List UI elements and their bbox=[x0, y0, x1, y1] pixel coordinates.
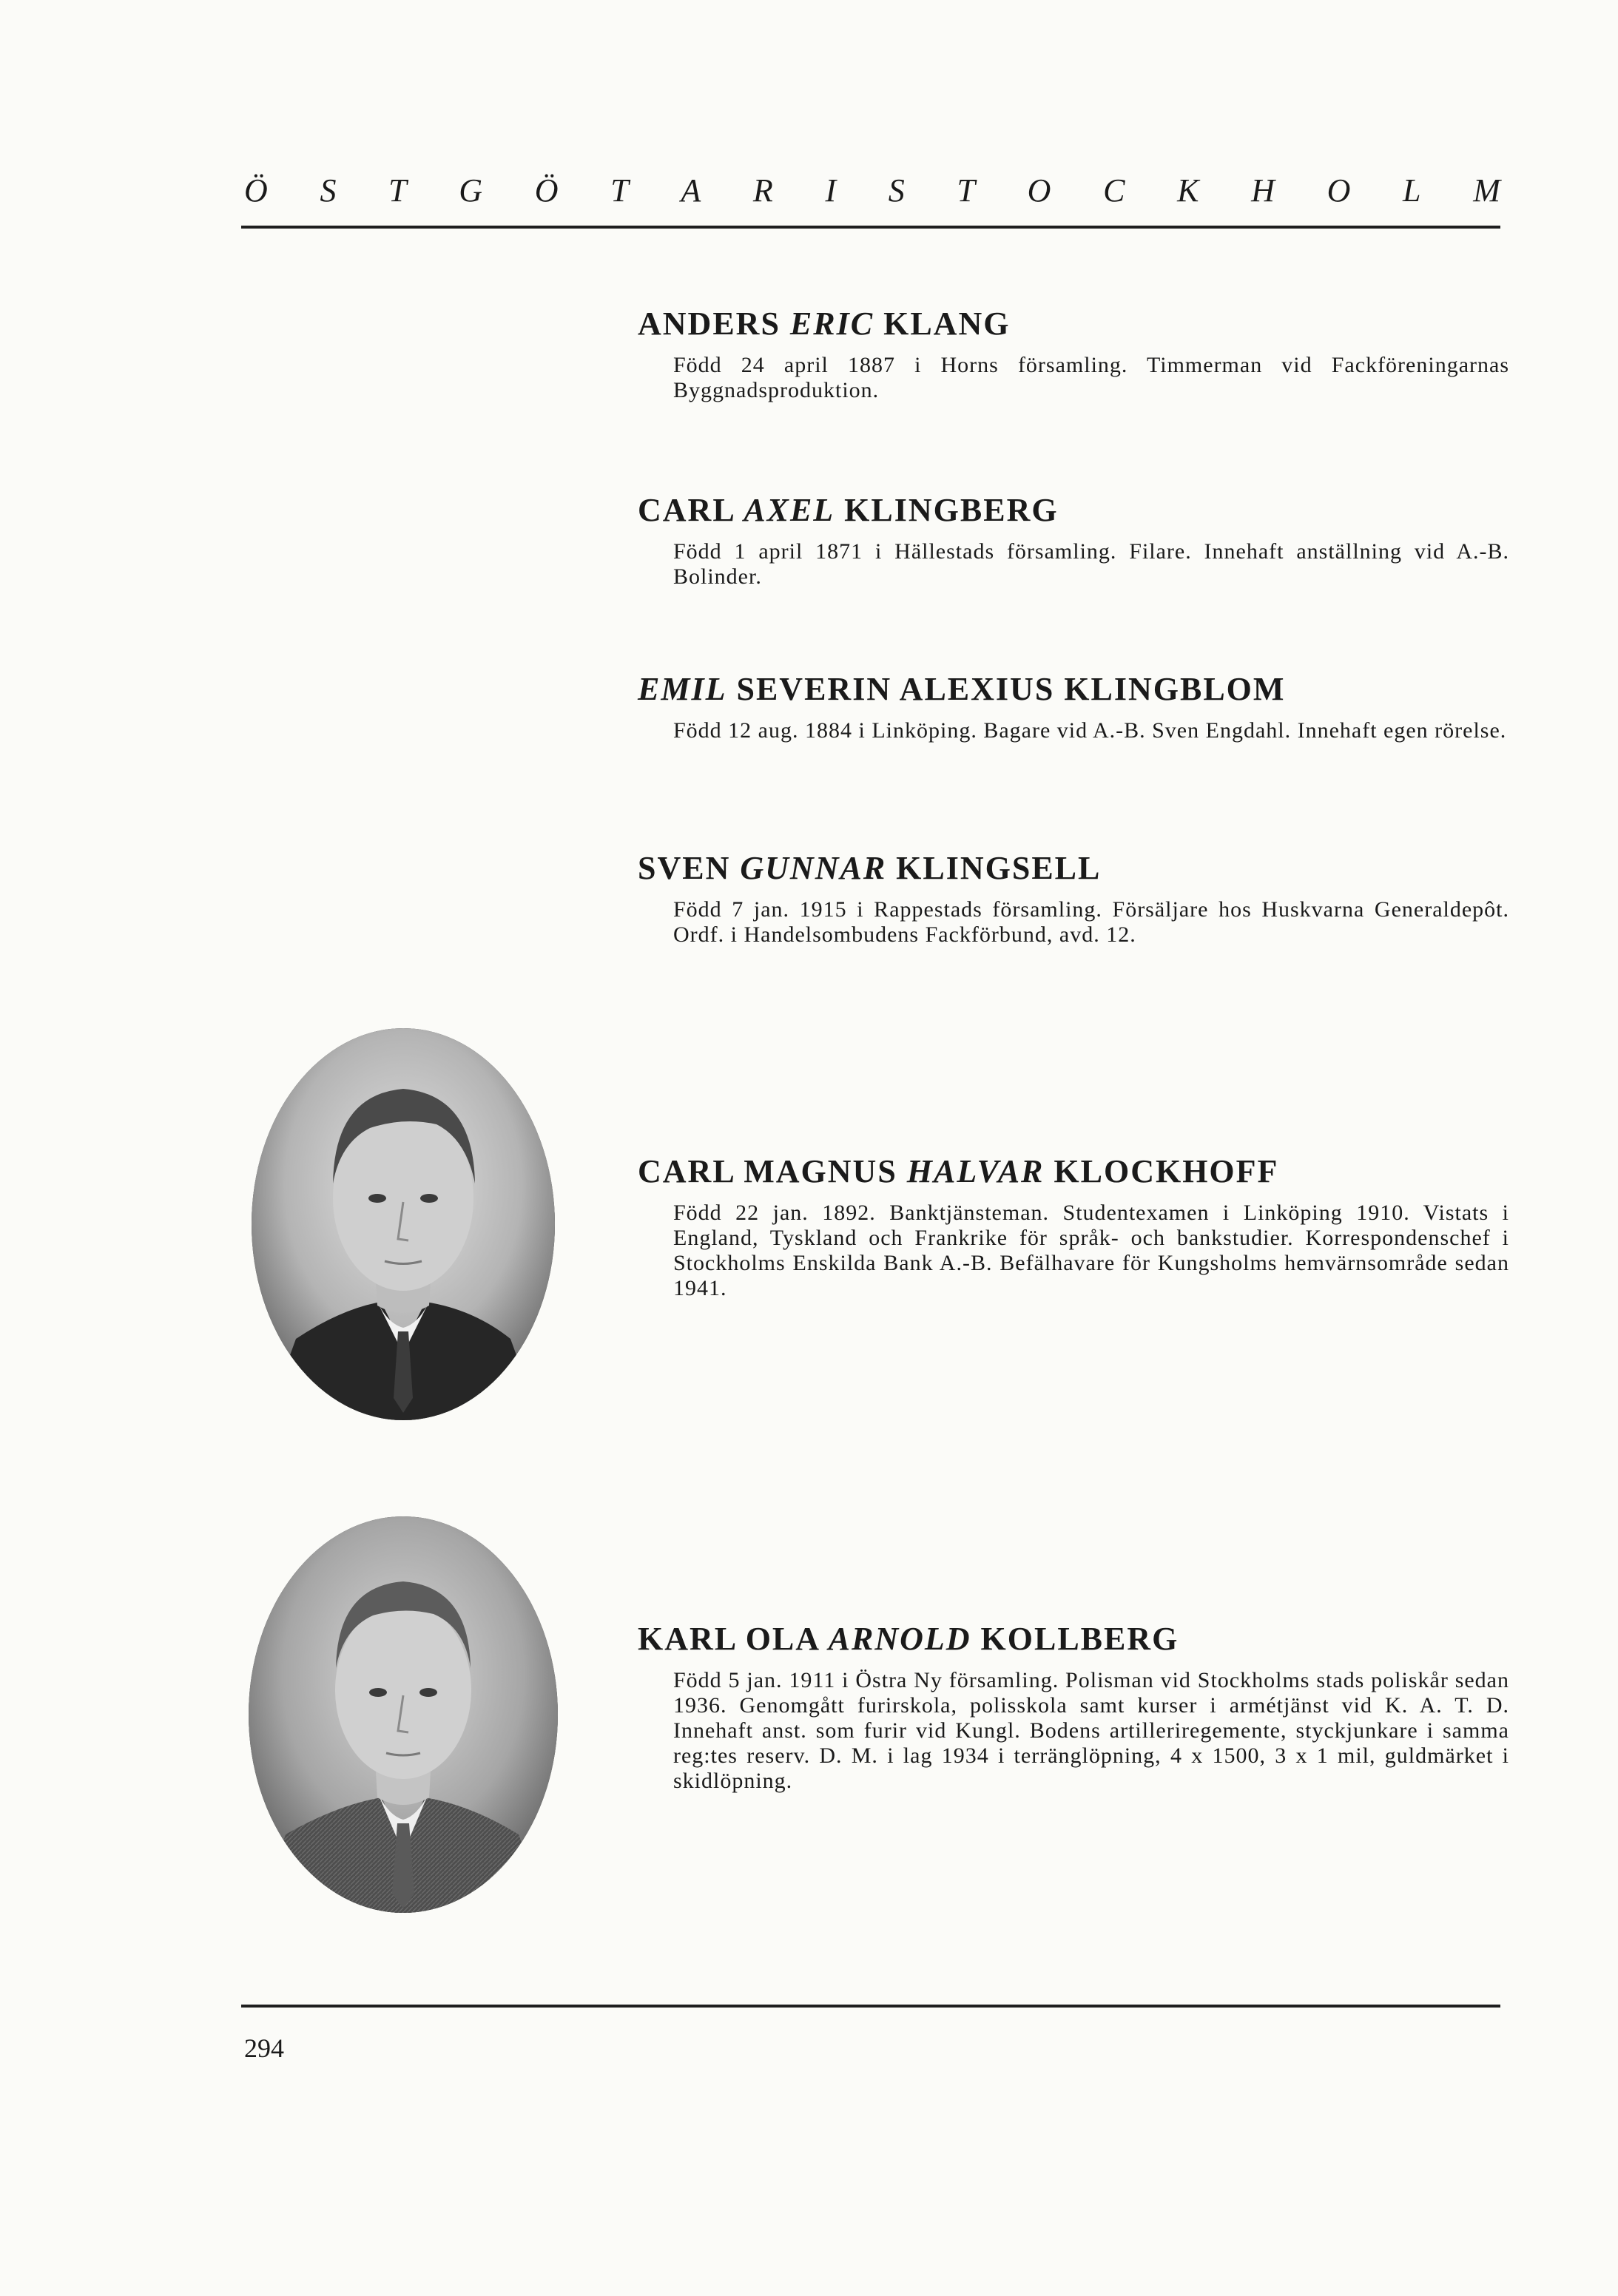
header-letter: A bbox=[681, 172, 703, 209]
header-letter: O bbox=[1327, 172, 1352, 209]
header-rule bbox=[241, 226, 1500, 229]
person-name bbox=[638, 305, 1526, 342]
name-part: SEVERIN ALEXIUS KLINGBLOM bbox=[727, 671, 1286, 707]
name-part: KLINGSELL bbox=[886, 850, 1102, 886]
header-letter: O bbox=[1027, 172, 1053, 209]
call-name: ERIC bbox=[789, 305, 874, 342]
biography-text: Född 12 aug. 1884 i Linköping. Bagare vid A.-B. Sven Engdahl. Innehaft egen rörelse. bbox=[673, 718, 1507, 743]
header-letter: T bbox=[957, 172, 977, 209]
biography-text: Född 1 april 1871 i Hällestads församling. Filare. Innehaft anställning vid A.-B. Bolinder. bbox=[673, 539, 1509, 589]
running-header bbox=[244, 172, 1502, 209]
name-part: KLOCKHOFF bbox=[1044, 1153, 1279, 1189]
portrait-photo bbox=[249, 1516, 558, 1913]
biography-entry bbox=[638, 849, 1526, 948]
name-part: SVEN bbox=[638, 850, 741, 886]
biography-entry bbox=[638, 1152, 1526, 1301]
call-name: GUNNAR bbox=[740, 850, 887, 886]
header-letter: M bbox=[1473, 172, 1502, 209]
header-letter: T bbox=[610, 172, 630, 209]
name-part: KARL OLA bbox=[638, 1621, 829, 1657]
call-name: ARNOLD bbox=[828, 1621, 971, 1657]
header-letter: L bbox=[1403, 172, 1423, 209]
call-name: HALVAR bbox=[906, 1153, 1045, 1189]
biography-entry bbox=[638, 305, 1526, 403]
header-letter: S bbox=[320, 172, 338, 209]
biography-text: Född 7 jan. 1915 i Rappestads församling. Försäljare hos Huskvarna Generaldepôt. Ordf. i Handelsombudens Fackförbund, avd. 12. bbox=[673, 897, 1509, 947]
header-letter: T bbox=[388, 172, 408, 209]
header-letter: C bbox=[1103, 172, 1127, 209]
biography-entry bbox=[638, 491, 1526, 590]
page-number: 294 bbox=[244, 2033, 284, 2063]
name-part: KLANG bbox=[874, 305, 1011, 342]
header-letter: K bbox=[1177, 172, 1201, 209]
person-name bbox=[638, 491, 1526, 529]
header-letter: I bbox=[825, 172, 838, 209]
name-part: ANDERS bbox=[638, 305, 790, 342]
biography-text: Född 5 jan. 1911 i Östra Ny församling. Polisman vid Stockholms stads poliskår sedan 1936. Genomgått furirskola, polisskola samt kurser i armétjänst vid K. A. T. D. Innehaft anst. som furir vid Kungl. Bodens artilleriregemente, styckjunkare i samma reg:tes reserv. D. M. i lag 1934 i terränglöpning, 4 x 1500, 3 x 1 mil, guldmärket i skidlöpning. bbox=[673, 1668, 1509, 1793]
person-name bbox=[638, 1152, 1526, 1190]
name-part: CARL bbox=[638, 492, 744, 528]
header-letter: Ö bbox=[534, 172, 560, 209]
footer-rule bbox=[241, 2005, 1500, 2008]
header-letter: R bbox=[752, 172, 775, 209]
name-part: KLINGBERG bbox=[835, 492, 1059, 528]
header-letter: G bbox=[459, 172, 485, 209]
header-letter: S bbox=[888, 172, 906, 209]
biography-entry bbox=[638, 670, 1526, 743]
name-part: CARL MAGNUS bbox=[638, 1153, 907, 1189]
person-name bbox=[638, 1620, 1526, 1658]
portrait-photo bbox=[252, 1028, 555, 1420]
header-letter: Ö bbox=[244, 172, 269, 209]
call-name: AXEL bbox=[744, 492, 835, 528]
person-name bbox=[638, 849, 1526, 887]
header-letter: H bbox=[1251, 172, 1276, 209]
portrait-illustration bbox=[252, 1028, 555, 1420]
portrait-illustration bbox=[249, 1516, 558, 1913]
biography-entry bbox=[638, 1620, 1526, 1794]
name-part: KOLLBERG bbox=[971, 1621, 1179, 1657]
person-name bbox=[638, 670, 1526, 708]
biography-text: Född 24 april 1887 i Horns församling. Timmerman vid Fackföreningarnas Byggnadsproduktion. bbox=[673, 353, 1509, 402]
call-name: EMIL bbox=[638, 671, 727, 707]
biography-text: Född 22 jan. 1892. Banktjänsteman. Studentexamen i Linköping 1910. Vistats i England, Tyskland och Frankrike för språk- och bankstudier. Korrespondenschef i Stockholms Enskilda Bank A.-B. Befälhavare för Kungsholms hemvärnsområde sedan 1941. bbox=[673, 1201, 1509, 1300]
